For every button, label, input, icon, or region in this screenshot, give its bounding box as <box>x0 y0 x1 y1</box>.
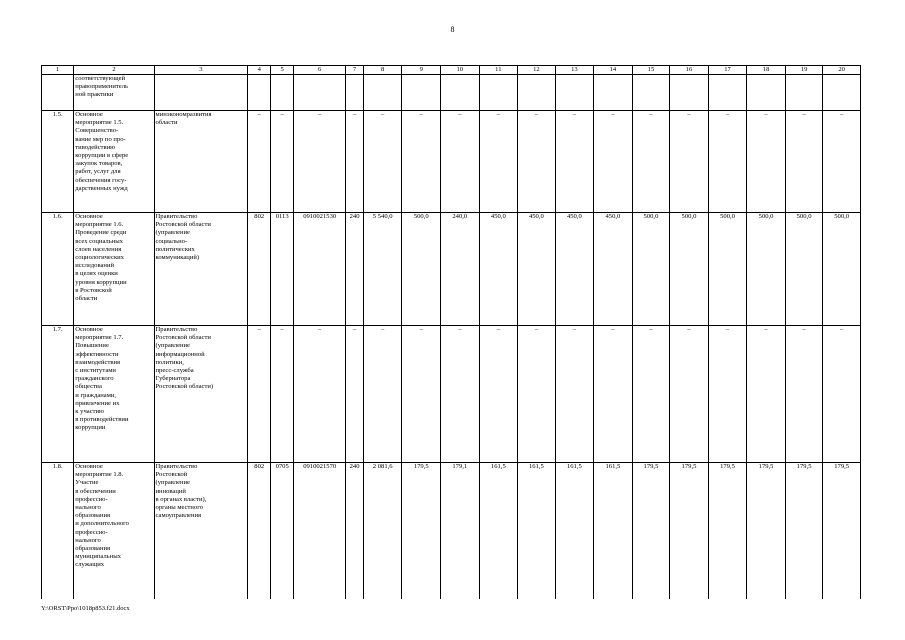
column-number-cell: 10 <box>441 66 480 75</box>
expense-type-cell <box>346 75 364 111</box>
value-cell: 2 081,6 <box>363 463 402 599</box>
value-cell: – <box>632 326 670 463</box>
row-id-cell: 1.7. <box>42 326 74 463</box>
target-article-cell: 0910021530 <box>294 213 346 326</box>
value-cell: 161,5 <box>518 463 556 599</box>
grbs-code-cell: – <box>248 111 271 213</box>
value-cell: – <box>441 111 480 213</box>
value-cell: – <box>594 326 633 463</box>
target-article-cell: 0910021570 <box>294 463 346 599</box>
value-cell: 5 540,0 <box>363 213 402 326</box>
row-id-cell: 1.6. <box>42 213 74 326</box>
value-cell: – <box>363 111 402 213</box>
value-cell <box>363 75 402 111</box>
value-cell: – <box>402 326 441 463</box>
value-cell: – <box>518 326 556 463</box>
column-number-cell: 9 <box>402 66 441 75</box>
value-cell <box>441 75 480 111</box>
value-cell: 500,0 <box>632 213 670 326</box>
value-cell: – <box>402 111 441 213</box>
column-number-cell: 5 <box>271 66 294 75</box>
expense-type-cell: – <box>346 326 364 463</box>
activity-name-cell: соответствующей правоприменитель ной практики <box>74 75 154 111</box>
value-cell: 500,0 <box>785 213 823 326</box>
value-cell: – <box>441 326 480 463</box>
table-row <box>42 326 861 463</box>
column-number-cell: 6 <box>294 66 346 75</box>
column-number-cell: 2 <box>74 66 154 75</box>
value-cell <box>747 75 786 111</box>
column-number-cell: 1 <box>42 66 74 75</box>
value-cell <box>708 75 747 111</box>
value-cell <box>402 75 441 111</box>
value-cell: 450,0 <box>555 213 594 326</box>
value-cell: – <box>823 111 861 213</box>
column-number-cell: 12 <box>518 66 556 75</box>
column-number-cell: 19 <box>785 66 823 75</box>
column-number-cell: 7 <box>346 66 364 75</box>
column-number-cell: 13 <box>555 66 594 75</box>
table-row <box>42 213 861 326</box>
grbs-code-cell: – <box>248 326 271 463</box>
activity-name-cell: Основное мероприятие 1.7. Повышение эффективности взаимодействия с институтами гражданского общества и гражданами, привлечение их к участию в противодействии коррупции <box>74 326 154 463</box>
value-cell: 161,5 <box>479 463 518 599</box>
table-row <box>42 111 861 213</box>
value-cell: – <box>670 111 709 213</box>
value-cell: 450,0 <box>479 213 518 326</box>
executor-cell <box>154 75 248 111</box>
value-cell: – <box>708 326 747 463</box>
value-cell: 179,5 <box>402 463 441 599</box>
value-cell: 179,5 <box>785 463 823 599</box>
row-id-cell: 1.8. <box>42 463 74 599</box>
expense-type-cell: 240 <box>346 213 364 326</box>
value-cell: 450,0 <box>518 213 556 326</box>
row-id-cell: 1.5. <box>42 111 74 213</box>
page-number: 8 <box>450 25 455 34</box>
activity-name-cell: Основное мероприятие 1.8. Участие в обеспечении профессио- нального образования и дополнительного профессио- нального образования муниципальных служащих <box>74 463 154 599</box>
row-id-cell <box>42 75 74 111</box>
value-cell: 500,0 <box>823 213 861 326</box>
column-number-row <box>42 66 861 75</box>
value-cell <box>785 75 823 111</box>
table-row <box>42 75 861 111</box>
value-cell: 179,5 <box>670 463 709 599</box>
value-cell: 179,5 <box>823 463 861 599</box>
activity-name-cell: Основное мероприятие 1.6. Проведение среди всех социальных слоев населения социологических исследований в целях оценки уровня коррупции в Ростовской области <box>74 213 154 326</box>
column-number-cell: 20 <box>823 66 861 75</box>
value-cell: – <box>708 111 747 213</box>
column-number-cell: 16 <box>670 66 709 75</box>
value-cell: 500,0 <box>747 213 786 326</box>
value-cell: 500,0 <box>402 213 441 326</box>
grbs-code-cell: 802 <box>248 213 271 326</box>
value-cell <box>670 75 709 111</box>
value-cell: – <box>632 111 670 213</box>
value-cell: – <box>363 326 402 463</box>
value-cell: 179,5 <box>708 463 747 599</box>
value-cell <box>823 75 861 111</box>
section-code-cell: – <box>271 326 294 463</box>
section-code-cell: 0113 <box>271 213 294 326</box>
value-cell: 179,1 <box>441 463 480 599</box>
value-cell: – <box>785 111 823 213</box>
value-cell <box>555 75 594 111</box>
executor-cell: минэкономразвития области <box>154 111 248 213</box>
column-number-cell: 18 <box>747 66 786 75</box>
column-number-cell: 14 <box>594 66 633 75</box>
value-cell: – <box>670 326 709 463</box>
value-cell: – <box>747 326 786 463</box>
expense-type-cell: 240 <box>346 463 364 599</box>
value-cell: 500,0 <box>708 213 747 326</box>
value-cell <box>632 75 670 111</box>
program-table <box>41 65 861 599</box>
column-number-cell: 15 <box>632 66 670 75</box>
value-cell: 161,5 <box>555 463 594 599</box>
table-row <box>42 463 861 599</box>
value-cell: 161,5 <box>594 463 633 599</box>
column-number-cell: 17 <box>708 66 747 75</box>
value-cell: 450,0 <box>594 213 633 326</box>
value-cell: 179,5 <box>632 463 670 599</box>
column-number-cell: 3 <box>154 66 248 75</box>
column-number-cell: 8 <box>363 66 402 75</box>
grbs-code-cell <box>248 75 271 111</box>
value-cell <box>594 75 633 111</box>
column-number-cell: 4 <box>248 66 271 75</box>
target-article-cell: – <box>294 111 346 213</box>
column-number-cell: 11 <box>479 66 518 75</box>
executor-cell: Правительство Ростовской области (управление социально- политических коммуникаций) <box>154 213 248 326</box>
value-cell: – <box>479 326 518 463</box>
section-code-cell: 0705 <box>271 463 294 599</box>
activity-name-cell: Основное мероприятие 1.5. Совершенство- вание мер по про- тиводействию коррупции в сфере закупок товаров, работ, услуг для обеспечения госу- дарственных нужд <box>74 111 154 213</box>
value-cell: – <box>594 111 633 213</box>
value-cell: – <box>555 326 594 463</box>
expense-type-cell: – <box>346 111 364 213</box>
executor-cell: Правительство Ростовской (управление инноваций в органах власти), органы местного самоуправления <box>154 463 248 599</box>
target-article-cell: – <box>294 326 346 463</box>
value-cell: 179,5 <box>747 463 786 599</box>
section-code-cell <box>271 75 294 111</box>
grbs-code-cell: 802 <box>248 463 271 599</box>
value-cell <box>479 75 518 111</box>
value-cell: – <box>823 326 861 463</box>
value-cell: 500,0 <box>670 213 709 326</box>
value-cell <box>518 75 556 111</box>
section-code-cell: – <box>271 111 294 213</box>
footer-path: Y:\ORST\Ppo\1018p853.f21.docx <box>41 605 130 612</box>
value-cell: – <box>479 111 518 213</box>
value-cell: – <box>747 111 786 213</box>
executor-cell: Правительство Ростовской области (управление информационной политики, пресс-служба Губернатора Ростовской области) <box>154 326 248 463</box>
value-cell: – <box>555 111 594 213</box>
value-cell: 240,0 <box>441 213 480 326</box>
target-article-cell <box>294 75 346 111</box>
value-cell: – <box>518 111 556 213</box>
value-cell: – <box>785 326 823 463</box>
